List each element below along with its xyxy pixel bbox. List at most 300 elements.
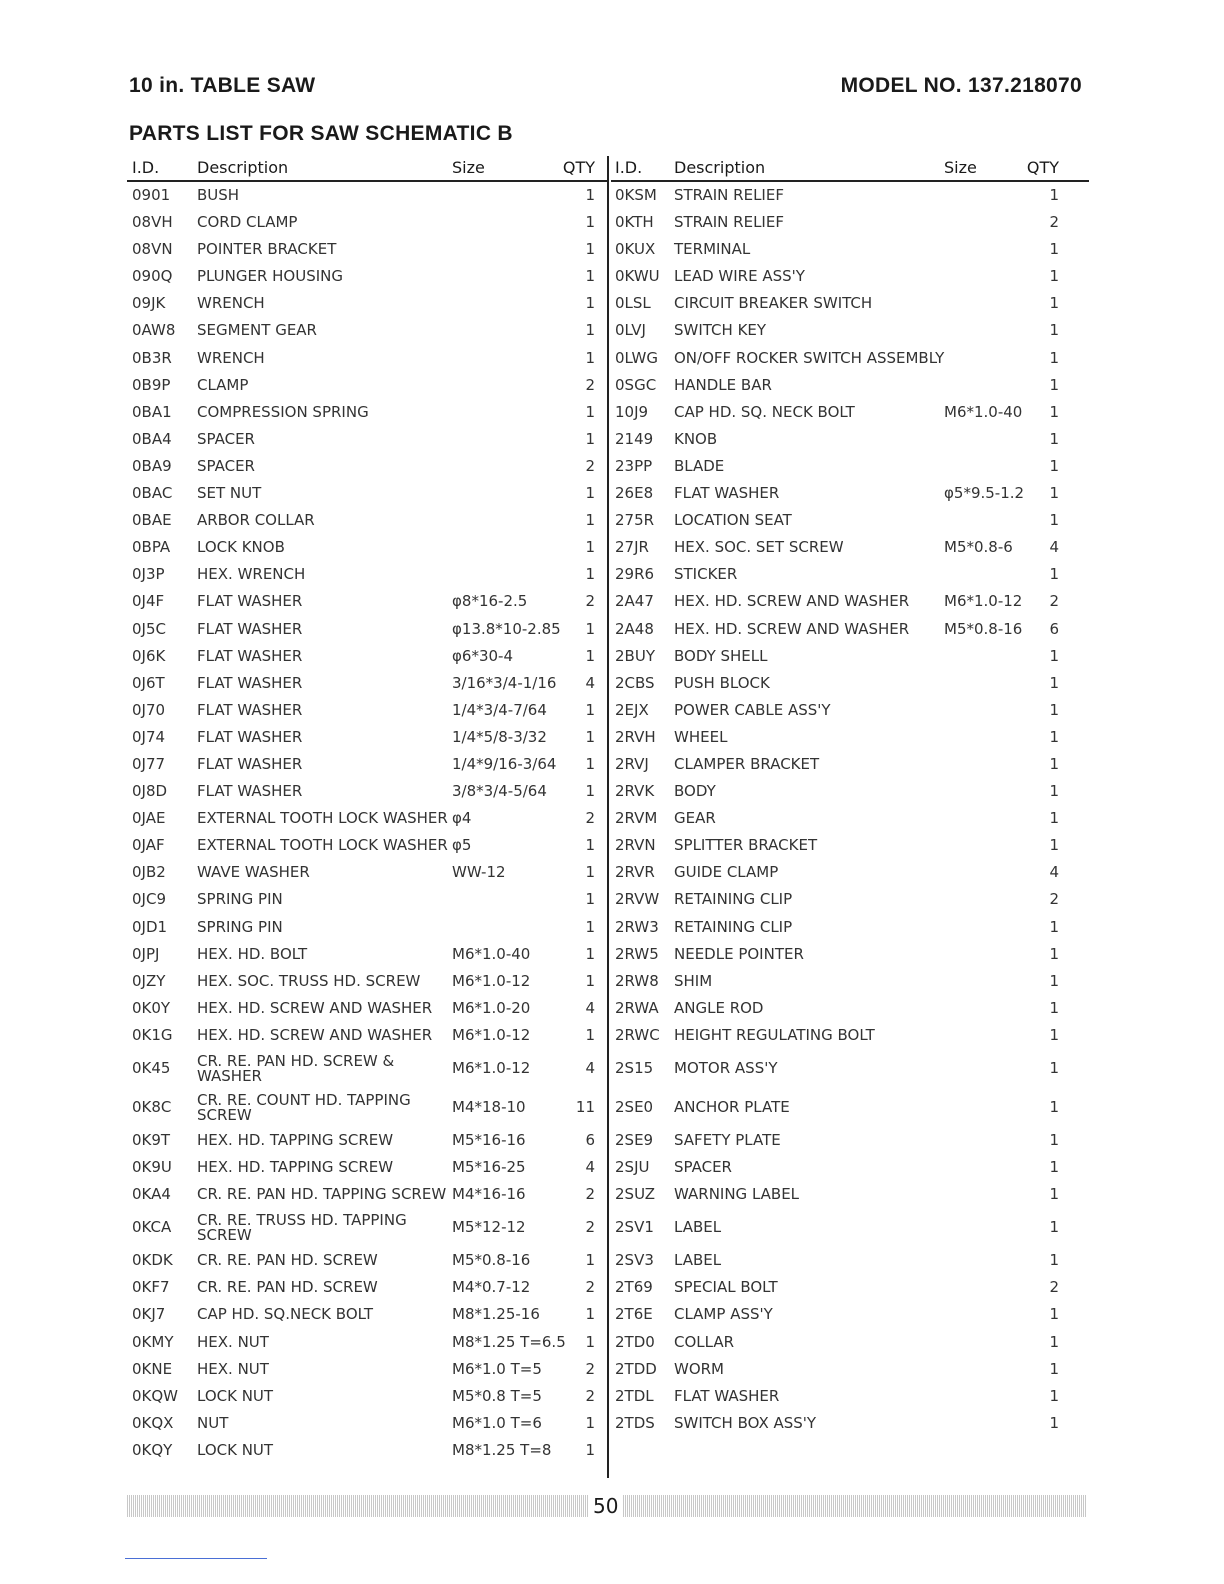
part-description: FLAT WASHER [197, 673, 303, 692]
part-id: 2RVW [615, 890, 660, 909]
part-qty: 1 [585, 484, 595, 503]
part-qty: 1 [1049, 1098, 1059, 1116]
part-id: 0J70 [132, 700, 166, 719]
part-id: 0BA4 [132, 429, 172, 448]
part-id: 0JB2 [132, 863, 166, 882]
part-id: 2SE9 [615, 1131, 654, 1149]
table-row [611, 507, 1089, 534]
part-qty: 4 [585, 1158, 595, 1177]
part-description: SEGMENT GEAR [197, 321, 317, 340]
table-row [127, 453, 607, 480]
table-row [127, 1437, 607, 1464]
part-description: CR. RE. COUNT HD. TAPPING SCREW [197, 1091, 411, 1124]
part-id: 2RWA [615, 998, 659, 1017]
part-size: M8*1.25 T=8 [452, 1440, 552, 1459]
part-description: WRENCH [197, 348, 265, 367]
part-qty: 1 [585, 917, 595, 936]
part-description: STICKER [674, 565, 738, 584]
part-qty: 2 [585, 592, 595, 611]
part-description: CR. RE. TRUSS HD. TAPPING SCREW [197, 1211, 407, 1245]
table-row [611, 290, 1089, 317]
part-description: LOCATION SEAT [674, 511, 792, 530]
part-id: 0BA9 [132, 456, 172, 475]
part-qty: 1 [585, 267, 595, 286]
part-id: 2RVH [615, 727, 656, 746]
part-description: RETAINING CLIP [674, 890, 793, 909]
part-qty: 1 [1049, 429, 1059, 448]
table-row [611, 886, 1089, 913]
part-size: 1/4*9/16-3/64 [452, 754, 557, 773]
part-qty: 1 [585, 511, 595, 530]
table-row [611, 1088, 1089, 1127]
part-qty: 1 [1049, 727, 1059, 746]
part-size: 1/4*3/4-7/64 [452, 700, 547, 719]
part-description: STRAIN RELIEF [674, 213, 784, 232]
table-row [127, 832, 607, 859]
part-id: 0JAE [132, 809, 166, 828]
table-row [127, 697, 607, 724]
table-row [127, 399, 607, 426]
part-description: CLAMP ASS'Y [674, 1305, 773, 1324]
part-qty: 1 [1049, 321, 1059, 340]
table-row [611, 345, 1089, 372]
part-qty: 1 [1049, 1413, 1059, 1432]
part-id: 10J9 [615, 402, 649, 421]
part-qty: 1 [585, 1251, 595, 1270]
part-size: M6*1.0-40 [452, 944, 531, 963]
part-id: 2SUZ [615, 1185, 656, 1204]
part-qty: 2 [1049, 592, 1059, 611]
part-qty: 4 [585, 673, 595, 692]
part-qty: 1 [1049, 673, 1059, 692]
part-qty: 1 [1049, 754, 1059, 773]
part-description: SPACER [197, 456, 255, 475]
part-qty: 1 [585, 971, 595, 990]
table-row [127, 1154, 607, 1181]
part-qty: 1 [1049, 809, 1059, 828]
table-row [611, 1208, 1089, 1247]
table-row [611, 453, 1089, 480]
part-description: FLAT WASHER [674, 484, 780, 503]
part-qty: 1 [1049, 998, 1059, 1017]
part-description: SPRING PIN [197, 890, 283, 909]
part-size: M8*1.25-16 [452, 1305, 540, 1324]
part-id: 0AW8 [132, 321, 176, 340]
part-description: SPLITTER BRACKET [674, 836, 818, 855]
table-row [611, 995, 1089, 1022]
table-row [611, 236, 1089, 263]
table-row [127, 995, 607, 1022]
part-qty: 1 [585, 538, 595, 557]
table-row [127, 1301, 607, 1328]
part-description: SAFETY PLATE [674, 1131, 781, 1149]
table-row [127, 805, 607, 832]
part-id: 08VH [132, 213, 173, 232]
part-size: M4*16-16 [452, 1185, 526, 1204]
part-qty: 6 [585, 1131, 595, 1149]
part-qty: 1 [1049, 456, 1059, 475]
table-row [611, 859, 1089, 886]
part-description: LOCK KNOB [197, 538, 285, 557]
part-qty: 1 [1049, 1359, 1059, 1378]
parts-table-left [127, 156, 607, 1464]
table-row [127, 1049, 607, 1088]
part-qty: 1 [1049, 402, 1059, 421]
part-qty: 2 [585, 1185, 595, 1204]
table-row [611, 751, 1089, 778]
part-size: M6*1.0-12 [944, 592, 1023, 611]
table-row [611, 1301, 1089, 1328]
part-description: MOTOR ASS'Y [674, 1059, 778, 1077]
table-row [127, 1247, 607, 1274]
part-size: M6*1.0-20 [452, 998, 531, 1017]
table-row [611, 1154, 1089, 1181]
part-id: 0901 [132, 186, 171, 204]
part-id: 2EJX [615, 700, 649, 719]
part-size: M6*1.0-12 [452, 1025, 531, 1044]
part-qty: 1 [585, 863, 595, 882]
table-row [127, 1022, 607, 1049]
part-qty: 1 [1049, 646, 1059, 665]
part-description: SPECIAL BOLT [674, 1278, 778, 1297]
part-description: SET NUT [197, 484, 262, 503]
header-size: Size [452, 158, 485, 177]
part-id: 0KTH [615, 213, 654, 232]
part-id: 0KWU [615, 267, 660, 286]
part-id: 2149 [615, 429, 654, 448]
header-qty: QTY [1026, 158, 1059, 177]
part-qty: 2 [585, 1386, 595, 1405]
part-qty: 1 [585, 186, 595, 204]
part-id: 0BA1 [132, 402, 172, 421]
part-id: 2A48 [615, 619, 654, 638]
part-size: φ5 [452, 836, 472, 855]
part-description: WRENCH [197, 294, 265, 313]
part-description: EXTERNAL TOOTH LOCK WASHER [197, 809, 448, 828]
part-id: 09JK [132, 294, 166, 313]
part-qty: 1 [585, 1332, 595, 1351]
part-description: POWER CABLE ASS'Y [674, 700, 831, 719]
table-row [127, 941, 607, 968]
table-row [611, 480, 1089, 507]
part-id: 0K9U [132, 1158, 172, 1177]
part-id: 0KQW [132, 1386, 179, 1405]
part-size: M4*18-10 [452, 1098, 526, 1116]
part-id: 0KJ7 [132, 1305, 166, 1324]
part-id: 2RWC [615, 1025, 660, 1044]
part-id: 0KA4 [132, 1185, 171, 1204]
table-row [127, 1181, 607, 1208]
part-qty: 1 [585, 727, 595, 746]
header-description: Description [674, 158, 766, 177]
part-id: 0LSL [615, 294, 651, 313]
table-row [127, 968, 607, 995]
part-qty: 1 [585, 321, 595, 340]
part-description: CAP HD. SQ.NECK BOLT [197, 1305, 374, 1324]
part-id: 0KQY [132, 1440, 173, 1459]
table-row [127, 534, 607, 561]
table-row [127, 372, 607, 399]
part-description: HANDLE BAR [674, 375, 772, 394]
table-row [127, 1383, 607, 1410]
part-description: POINTER BRACKET [197, 240, 337, 259]
part-qty: 1 [1049, 700, 1059, 719]
part-qty: 11 [575, 1098, 595, 1116]
part-id: 0K1G [132, 1025, 173, 1044]
part-description: FLAT WASHER [197, 727, 303, 746]
table-row [127, 561, 607, 588]
table-row [127, 643, 607, 670]
table-row [611, 670, 1089, 697]
part-qty: 1 [1049, 1305, 1059, 1324]
part-id: 2RW5 [615, 944, 659, 963]
document-title: 10 in. TABLE SAW [129, 74, 316, 97]
table-row [611, 697, 1089, 724]
section-title: PARTS LIST FOR SAW SCHEMATIC B [129, 122, 513, 145]
part-id: 2SV1 [615, 1218, 654, 1237]
footer-decoration-right [623, 1495, 1087, 1517]
part-id: 0K45 [132, 1059, 171, 1077]
table-row [127, 751, 607, 778]
table-row [127, 778, 607, 805]
part-qty: 2 [585, 1359, 595, 1378]
part-description: SPRING PIN [197, 917, 283, 936]
table-row [611, 1181, 1089, 1208]
table-row [611, 426, 1089, 453]
table-row [611, 588, 1089, 615]
part-id: 090Q [132, 267, 173, 286]
part-description: PUSH BLOCK [674, 673, 770, 692]
part-description: CR. RE. PAN HD. SCREW & WASHER [197, 1052, 395, 1085]
table-row [127, 426, 607, 453]
part-size: M5*0.8-16 [944, 619, 1023, 638]
part-description: RETAINING CLIP [674, 917, 793, 936]
part-id: 26E8 [615, 484, 654, 503]
table-row [127, 480, 607, 507]
part-qty: 4 [585, 998, 595, 1017]
part-qty: 1 [585, 646, 595, 665]
part-qty: 1 [585, 700, 595, 719]
part-description: BLADE [674, 456, 725, 475]
part-id: 2TDD [615, 1359, 657, 1378]
part-id: 0BPA [132, 538, 171, 557]
part-description: HEX. SOC. SET SCREW [674, 538, 844, 557]
part-size: M5*12-12 [452, 1218, 526, 1237]
part-id: 0J5C [132, 619, 166, 638]
table-row [127, 859, 607, 886]
part-description: SWITCH BOX ASS'Y [674, 1413, 817, 1432]
part-id: 0SGC [615, 375, 657, 394]
part-description: HEX. NUT [197, 1332, 269, 1351]
table-row [127, 724, 607, 751]
part-qty: 1 [585, 1025, 595, 1044]
part-description: SHIM [674, 971, 713, 990]
part-qty: 2 [1049, 890, 1059, 909]
part-size: φ4 [452, 809, 472, 828]
part-size: M4*0.7-12 [452, 1278, 531, 1297]
part-id: 0JC9 [132, 890, 166, 909]
part-size: M5*16-16 [452, 1131, 526, 1149]
table-row [611, 263, 1089, 290]
part-qty: 1 [1049, 348, 1059, 367]
part-description: CIRCUIT BREAKER SWITCH [674, 294, 873, 313]
part-description: FLAT WASHER [197, 700, 303, 719]
part-id: 0BAC [132, 484, 173, 503]
part-description: COMPRESSION SPRING [197, 402, 369, 421]
model-number: MODEL NO. 137.218070 [840, 74, 1082, 97]
part-description: BODY [674, 782, 716, 801]
part-description: NUT [197, 1413, 229, 1432]
table-row [127, 1356, 607, 1383]
part-id: 0KQX [132, 1413, 174, 1432]
table-row [611, 372, 1089, 399]
part-qty: 4 [1049, 863, 1059, 882]
part-qty: 6 [1049, 619, 1059, 638]
part-description: CR. RE. PAN HD. TAPPING SCREW [197, 1185, 447, 1204]
part-id: 2BUY [615, 646, 655, 665]
header-id: I.D. [132, 158, 160, 177]
part-id: 2RVK [615, 782, 655, 801]
part-description: HEX. HD. BOLT [197, 944, 308, 963]
part-qty: 1 [1049, 944, 1059, 963]
part-description: FLAT WASHER [674, 1386, 780, 1405]
part-qty: 4 [1049, 538, 1059, 557]
part-description: CR. RE. PAN HD. SCREW [197, 1278, 378, 1297]
part-description: CORD CLAMP [197, 213, 298, 232]
part-description: ANCHOR PLATE [674, 1098, 790, 1116]
table-body [611, 182, 1089, 1437]
part-description: HEX. HD. SCREW AND WASHER [197, 998, 433, 1017]
part-description: FLAT WASHER [197, 754, 303, 773]
part-qty: 2 [1049, 213, 1059, 232]
part-qty: 1 [1049, 1025, 1059, 1044]
part-id: 08VN [132, 240, 173, 259]
table-row [127, 1274, 607, 1301]
table-row [127, 209, 607, 236]
part-qty: 1 [585, 836, 595, 855]
part-description: LOCK NUT [197, 1386, 274, 1405]
table-row [611, 724, 1089, 751]
part-description: FLAT WASHER [197, 619, 303, 638]
table-row [127, 670, 607, 697]
part-qty: 1 [1049, 1059, 1059, 1077]
part-description: FLAT WASHER [197, 592, 303, 611]
part-qty: 1 [585, 890, 595, 909]
part-description: BUSH [197, 186, 240, 204]
table-row [611, 616, 1089, 643]
parts-table-right [611, 156, 1089, 1437]
table-row [127, 236, 607, 263]
part-id: 2RW3 [615, 917, 659, 936]
part-description: LABEL [674, 1251, 722, 1270]
part-description: HEX. HD. SCREW AND WASHER [674, 592, 910, 611]
part-qty: 1 [1049, 782, 1059, 801]
part-qty: 1 [1049, 186, 1059, 204]
part-id: 0J6T [132, 673, 165, 692]
part-id: 0KDK [132, 1251, 173, 1270]
part-id: 2A47 [615, 592, 654, 611]
header-id: I.D. [615, 158, 643, 177]
table-row [127, 1088, 607, 1127]
part-description: HEX. SOC. TRUSS HD. SCREW [197, 971, 421, 990]
table-row [127, 1127, 607, 1154]
part-id: 0KMY [132, 1332, 174, 1351]
part-size: M6*1.0 T=5 [452, 1359, 542, 1378]
part-description: SWITCH KEY [674, 321, 767, 340]
part-id: 2S15 [615, 1059, 654, 1077]
footnote-rule [125, 1558, 267, 1559]
part-description: GUIDE CLAMP [674, 863, 779, 882]
part-qty: 1 [585, 402, 595, 421]
table-row [611, 209, 1089, 236]
part-id: 0JZY [132, 971, 166, 990]
part-description: LEAD WIRE ASS'Y [674, 267, 805, 286]
part-qty: 1 [585, 565, 595, 584]
part-size: M5*0.8-16 [452, 1251, 531, 1270]
part-size: 3/16*3/4-1/16 [452, 673, 557, 692]
table-row [611, 914, 1089, 941]
part-id: 2RVN [615, 836, 656, 855]
part-description: NEEDLE POINTER [674, 944, 804, 963]
part-id: 2RVM [615, 809, 658, 828]
part-description: FLAT WASHER [197, 782, 303, 801]
part-qty: 1 [1049, 836, 1059, 855]
part-qty: 1 [1049, 240, 1059, 259]
part-id: 2SJU [615, 1158, 650, 1177]
part-id: 0LVJ [615, 321, 646, 340]
part-id: 0J4F [132, 592, 165, 611]
part-qty: 1 [1049, 294, 1059, 313]
table-row [127, 1410, 607, 1437]
part-description: PLUNGER HOUSING [197, 267, 344, 286]
table-row [611, 1127, 1089, 1154]
table-row [611, 399, 1089, 426]
part-id: 0JAF [132, 836, 165, 855]
table-row [127, 886, 607, 913]
part-qty: 2 [585, 809, 595, 828]
part-qty: 1 [1049, 375, 1059, 394]
header-qty: QTY [562, 158, 595, 177]
part-description: FLAT WASHER [197, 646, 303, 665]
table-row [127, 914, 607, 941]
part-qty: 1 [1049, 267, 1059, 286]
part-id: 0KUX [615, 240, 656, 259]
part-size: 1/4*5/8-3/32 [452, 727, 547, 746]
part-description: GEAR [674, 809, 716, 828]
table-row [611, 941, 1089, 968]
table-row [611, 182, 1089, 209]
part-id: 0KSM [615, 186, 657, 204]
part-id: 2TD0 [615, 1332, 655, 1351]
part-id: 2RVR [615, 863, 655, 882]
part-qty: 2 [585, 375, 595, 394]
part-description: ARBOR COLLAR [197, 511, 315, 530]
part-description: WORM [674, 1359, 725, 1378]
part-qty: 1 [585, 1440, 595, 1459]
part-id: 0J8D [132, 782, 168, 801]
part-id: 0K0Y [132, 998, 171, 1017]
part-id: 0KNE [132, 1359, 173, 1378]
part-id: 0LWG [615, 348, 658, 367]
part-description: HEX. HD. SCREW AND WASHER [674, 619, 910, 638]
table-row [127, 616, 607, 643]
part-qty: 1 [1049, 971, 1059, 990]
part-description: SPACER [197, 429, 255, 448]
part-id: 29R6 [615, 565, 655, 584]
part-qty: 1 [1049, 1218, 1059, 1237]
part-id: 2RW8 [615, 971, 659, 990]
part-id: 2T69 [615, 1278, 653, 1297]
